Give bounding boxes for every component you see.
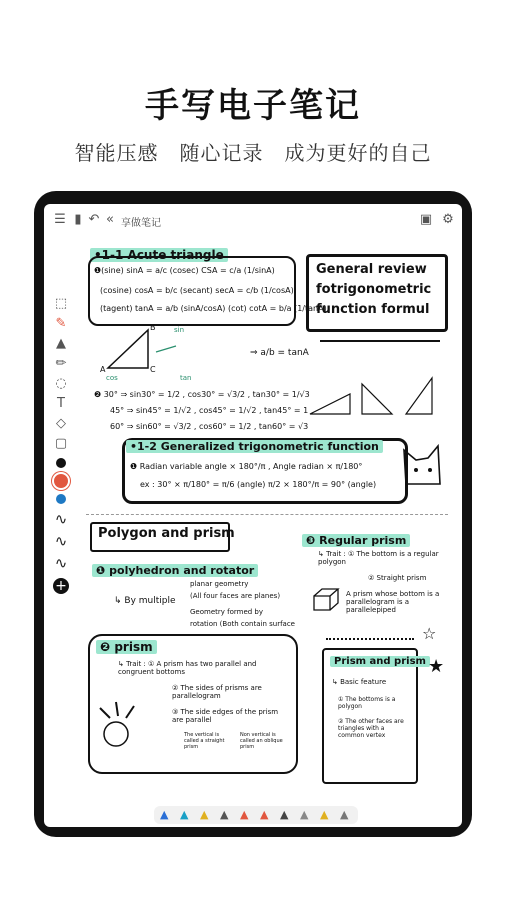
regular-prism-trait: ↳ Trait : ① The bottom is a regular polygon: [318, 550, 439, 566]
svg-text:A: A: [100, 365, 106, 374]
undo-icon[interactable]: ↶: [88, 212, 100, 227]
pen-2[interactable]: ▲: [180, 808, 189, 821]
formula-line: (tagent) tanA = a/b (sinA/cosA) (cot) cotA = b/a (1/tanA): [100, 304, 327, 313]
review-title: General review fotrigonometric function formul: [316, 262, 432, 317]
polyhedron-formed: Geometry formed by: [190, 608, 264, 616]
promo-subline: 智能压感 随心记录 成为更好的自己: [74, 141, 432, 165]
pen-7[interactable]: ▲: [280, 808, 289, 821]
prism-card: [322, 648, 418, 784]
prism-title: ❷ prism: [96, 640, 157, 654]
polyhedron-title: ❶ polyhedron and rotator: [92, 564, 258, 577]
radian-line: ❶ Radian variable angle × 180°/π , Angle radian × π/180°: [130, 462, 363, 471]
tan-ratio: ⇒ a/b = tanA: [250, 348, 309, 358]
shape-icon[interactable]: ◇: [56, 416, 66, 431]
add-tool-icon[interactable]: +: [53, 578, 69, 594]
pen-3[interactable]: ▲: [200, 808, 209, 821]
tan-label: tan: [180, 374, 192, 382]
promo-headline: 手写电子笔记: [145, 86, 361, 126]
star-outline-icon: ☆: [422, 624, 437, 643]
prism-vertical: The vertical is called a straight prism: [184, 732, 225, 750]
special-triangles: [306, 374, 448, 420]
star-filled-icon: ★: [428, 656, 445, 677]
cube-sketch: [312, 586, 342, 612]
outline-icon[interactable]: ☰: [54, 212, 66, 227]
lasso-icon[interactable]: ⬚: [54, 296, 68, 311]
polyhedron-multiple: ↳ By multiple: [114, 596, 176, 606]
parallelepiped-note: A prism whose bottom is a parallelogram is a parallelepiped: [346, 590, 440, 614]
prism-trait-1: ↳ Trait : ① A prism has two parallel and congruent bottoms: [118, 660, 257, 676]
prism-trait-2: ② The sides of prisms are parallelogram: [172, 684, 262, 700]
polygon-title: Polygon and prism: [98, 526, 235, 541]
cat-doodle: [398, 440, 448, 490]
value-line: ❷ 30° ⇒ sin30° = 1/2 , cos30° = √3/2 , tan30° = 1/√3: [94, 390, 310, 399]
note-screen: [44, 204, 462, 827]
prism-nonvertical: Non vertical is called an oblique prism: [240, 732, 283, 750]
color-black[interactable]: [56, 458, 66, 468]
pen-icon[interactable]: ✎: [55, 316, 67, 331]
lightbulb-doodle: [90, 698, 150, 754]
pen-8[interactable]: ▲: [300, 808, 309, 821]
radian-example: ex : 30° × π/180° = π/6 (angle) π/2 × 180°/π = 90° (angle): [140, 480, 377, 489]
notebook-title[interactable]: 享做笔记: [121, 218, 161, 229]
prism-trait-3: ③ The side edges of the prism are parallel: [172, 708, 279, 724]
eraser-icon[interactable]: ◌: [55, 376, 67, 391]
top-toolbar: [44, 204, 462, 240]
card-basic: ↳ Basic feature: [332, 678, 387, 686]
image-icon[interactable]: ▢: [54, 436, 68, 451]
settings-icon[interactable]: ⚙: [442, 212, 454, 227]
value-line: 60° ⇒ sin60° = √3/2 , cos60° = 1/2 , tan60° = √3: [110, 422, 309, 431]
regular-prism-title: ❸ Regular prism: [302, 534, 410, 547]
section-2-title: •1-2 Generalized trigonometric function: [126, 440, 383, 453]
polyhedron-rotation: rotation (Both contain surface: [190, 620, 295, 628]
sin-label: sin: [174, 326, 185, 334]
pen-6[interactable]: ▲: [260, 808, 269, 821]
pen-9[interactable]: ▲: [320, 808, 329, 821]
formula-line: ❶(sine) sinA = a/c (cosec) CSA = c/a (1/sinA): [94, 266, 275, 275]
color-orange-selected[interactable]: [54, 474, 68, 488]
pen-4[interactable]: ▲: [220, 808, 229, 821]
text-icon[interactable]: T: [57, 396, 65, 411]
marker-icon[interactable]: ▲: [56, 336, 66, 351]
stroke-medium-icon[interactable]: ∿: [54, 532, 68, 550]
section-1-title: •1-1 Acute triangle: [90, 248, 228, 262]
divider: [320, 340, 440, 342]
card-feature-1: ① The bottoms is a polygon: [338, 696, 396, 710]
page-icon[interactable]: ▮: [74, 212, 82, 227]
triangle-sketch: [98, 322, 218, 378]
pen-tray: [154, 806, 358, 824]
stroke-thin-icon[interactable]: ∿: [54, 510, 68, 528]
svg-text:C: C: [150, 365, 156, 374]
regular-prism-straight: ② Straight prism: [368, 574, 427, 582]
export-icon[interactable]: ▣: [419, 212, 433, 227]
color-blue[interactable]: [56, 494, 66, 504]
svg-text:B: B: [150, 323, 156, 332]
cos-label: cos: [106, 374, 118, 382]
pen-5[interactable]: ▲: [240, 808, 249, 821]
pen-1[interactable]: ▲: [160, 808, 169, 821]
pen-10[interactable]: ▲: [340, 808, 349, 821]
polyhedron-planar: planar geometry: [190, 580, 249, 588]
value-line: 45° ⇒ sin45° = 1/√2 , cos45° = 1/√2 , tan45° = 1: [110, 406, 309, 415]
collapse-icon[interactable]: «: [106, 212, 114, 227]
card-title: Prism and prism: [330, 656, 430, 667]
card-feature-2: ② The other faces are triangles with a common vertex: [338, 718, 404, 739]
stroke-thick-icon[interactable]: ∿: [54, 554, 68, 572]
polyhedron-planes: (All four faces are planes): [190, 592, 281, 600]
pencil-icon[interactable]: ✏: [55, 356, 67, 371]
left-toolbar: [50, 296, 72, 600]
section-divider: [86, 514, 448, 515]
formula-line: (cosine) cosA = b/c (secant) secA = c/b (1/cosA): [100, 286, 294, 295]
